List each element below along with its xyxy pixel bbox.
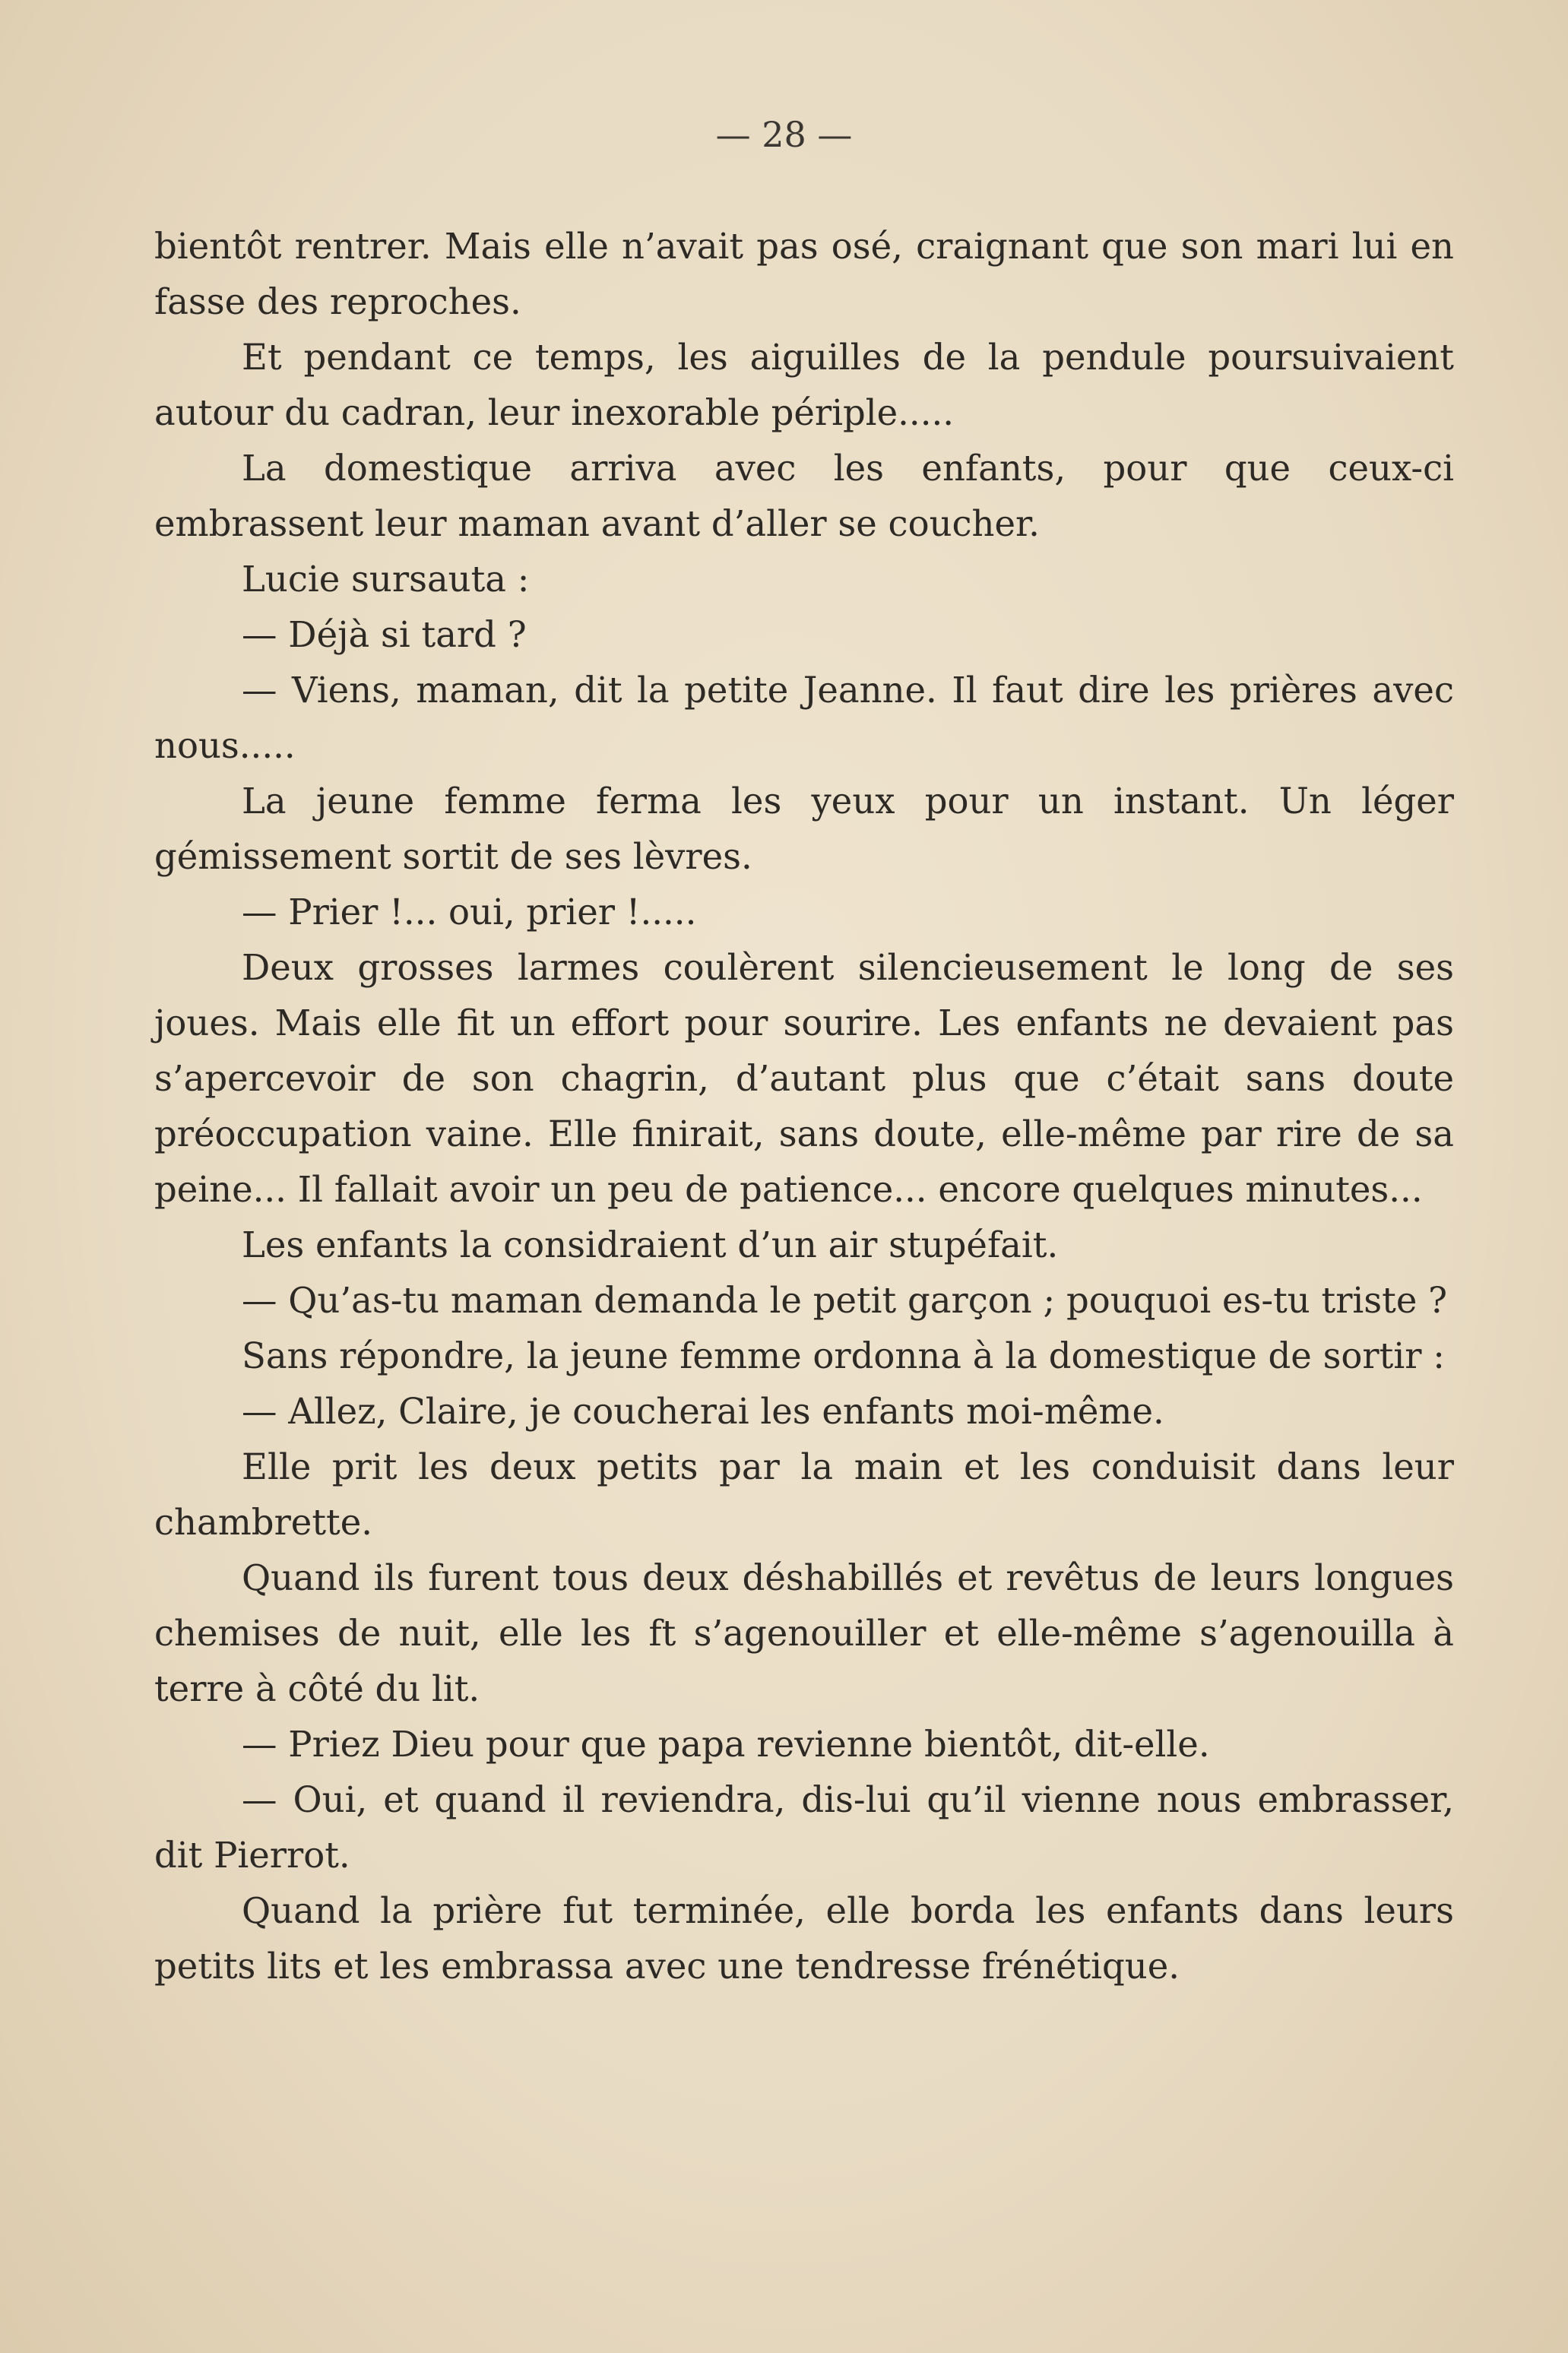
paragraph: bientôt rentrer. Mais elle n’avait pas osé, craignant que son mari lui en fasse des reproches.	[154, 226, 1454, 322]
dialogue-line: — Priez Dieu pour que papa revienne bientôt, dit-elle.	[242, 1724, 1210, 1765]
paragraph: La jeune femme ferma les yeux pour un instant. Un léger gémissement sortit de ses lèvres.	[154, 781, 1454, 877]
dialogue-line: — Prier !... oui, prier !.....	[242, 891, 697, 933]
body-text	[154, 219, 1454, 1994]
paragraph: Quand ils furent tous deux déshabillés et revêtus de leurs longues chemises de nuit, elle les ft s’agenouiller et elle-même s’agenouilla à terre à côté du lit.	[154, 1557, 1454, 1709]
paragraph: Deux grosses larmes coulèrent silencieusement le long de ses joues. Mais elle fit un effort pour sourire. Les enfants ne devaient pas s’apercevoir de son chagrin, d’autant plus que c’était sans doute préoccupation vaine. Elle finirait, sans doute, elle-même par rire de sa peine... Il fallait avoir un peu de patience... encore quelques minutes...	[154, 947, 1454, 1210]
paragraph: Quand la prière fut terminée, elle borda les enfants dans leurs petits lits et les embrassa avec une tendresse frénétique.	[154, 1890, 1454, 1987]
page-number: — 28 —	[715, 114, 853, 155]
dialogue-line: — Qu’as-tu maman demanda le petit garçon ; pouquoi es-tu triste ?	[242, 1280, 1448, 1321]
dialogue-line: — Oui, et quand il reviendra, dis-lui qu’il vienne nous embrasser, dit Pierrot.	[154, 1779, 1454, 1876]
dialogue-line: — Viens, maman, dit la petite Jeanne. Il faut dire les prières avec nous.....	[154, 670, 1454, 766]
paragraph: Elle prit les deux petits par la main et les conduisit dans leur chambrette.	[154, 1446, 1454, 1543]
dialogue-line: — Déjà si tard ?	[242, 614, 527, 655]
paragraph: Et pendant ce temps, les aiguilles de la pendule poursuivaient autour du cadran, leur inexorable périple.....	[154, 337, 1454, 433]
paragraph: Lucie sursauta :	[242, 559, 530, 600]
dialogue-line: — Allez, Claire, je coucherai les enfants moi-même.	[242, 1391, 1164, 1432]
paragraph: La domestique arriva avec les enfants, pour que ceux-ci embrassent leur maman avant d’aller se coucher.	[154, 448, 1454, 544]
paragraph: Sans répondre, la jeune femme ordonna à la domestique de sortir :	[242, 1335, 1445, 1376]
paragraph: Les enfants la considraient d’un air stupéfait.	[242, 1224, 1059, 1265]
